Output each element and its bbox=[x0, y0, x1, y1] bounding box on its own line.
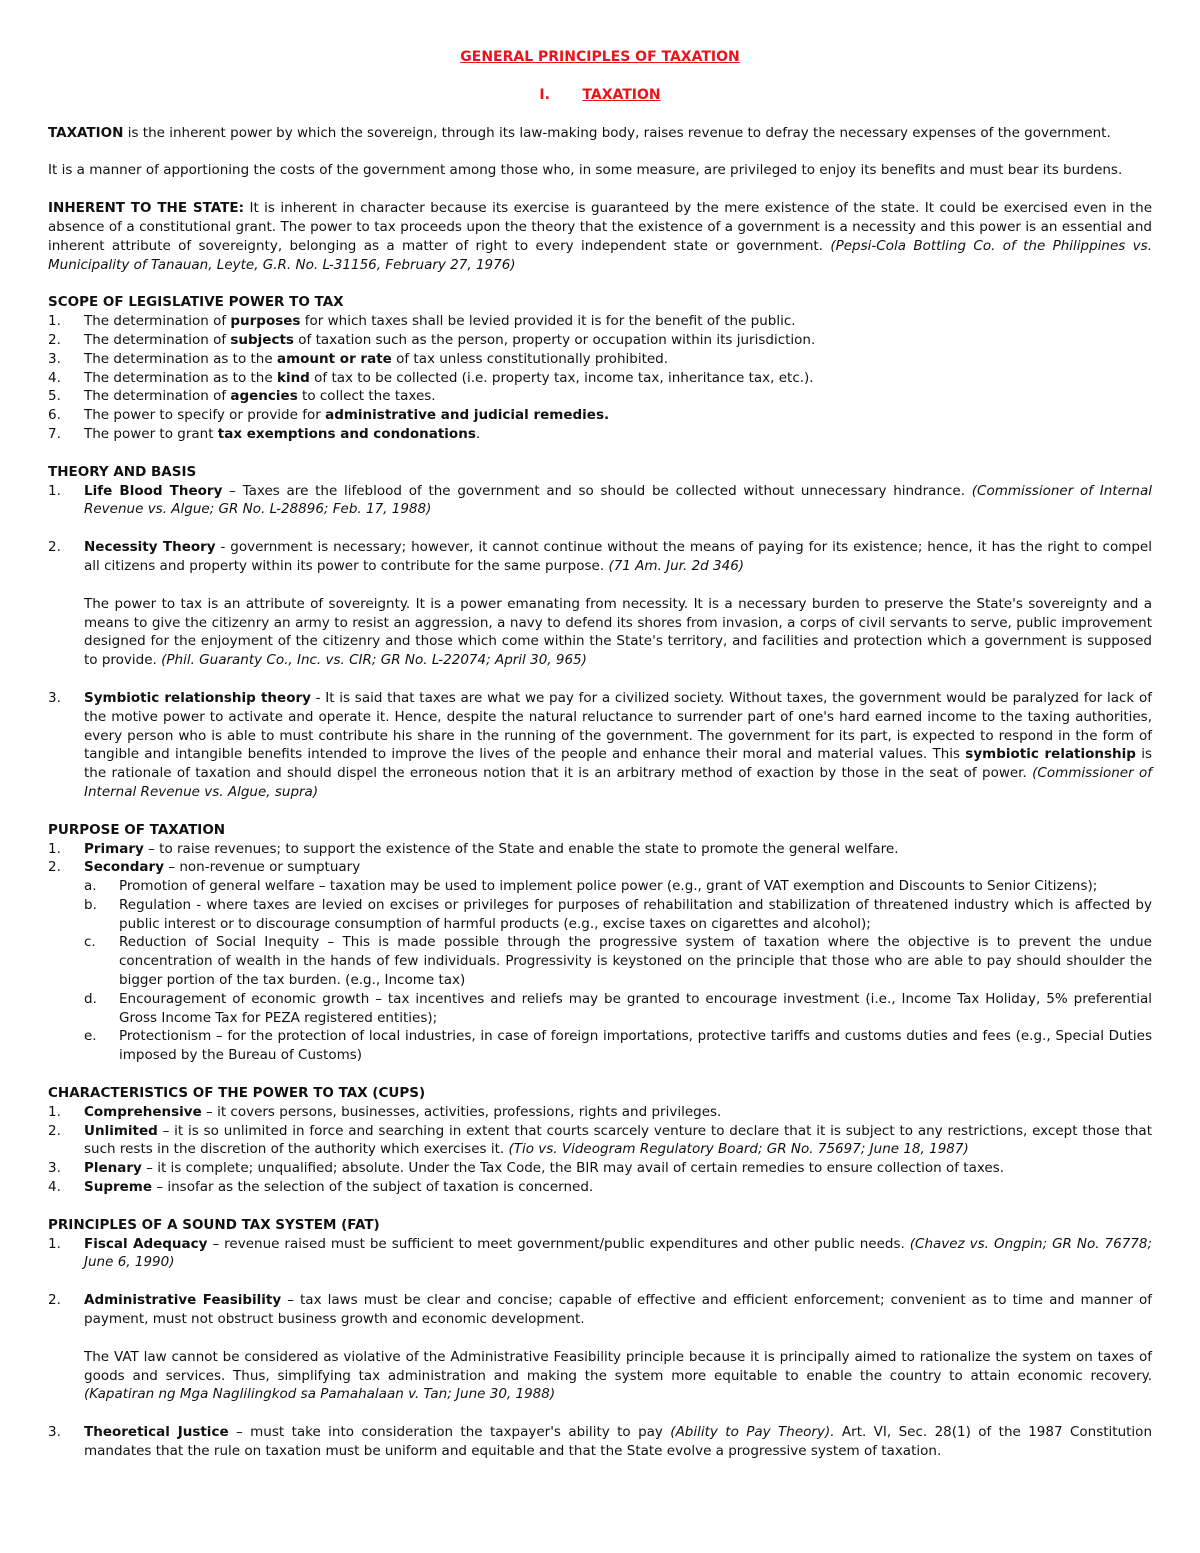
theory-heading: THEORY AND BASIS bbox=[48, 463, 197, 480]
list-item: 2. Unlimited – it is so unlimited in force and searching in extent that courts scarcely venture to declare that it is subject to any restrictions, except those that such rests in the discretion of the authority which exercises it. (Tio vs. Videogram Regulatory Board; GR No. 75697; June 18, 1987) bbox=[48, 1122, 1152, 1158]
inherent-paragraph: INHERENT TO THE STATE: It is inherent in character because its exercise is guaranteed by the mere existence of the state. It could be exercised even in the absence of a constitutional grant. The power to tax proceeds upon the theory that the existence of a government is a necessity and this power is an essential and inherent attribute of sovereignty, belonging as a matter of right to every independent state or government. (Pepsi-Cola Bottling Co. of the Philippines vs. Municipality of Tanauan, Leyte, G.R. No. L-31156, February 27, 1976) bbox=[48, 200, 1153, 273]
list-item: 3. Plenary – it is complete; unqualified; absolute. Under the Tax Code, the BIR may avail of certain remedies to ensure collection of taxes. bbox=[48, 1160, 1005, 1177]
list-item: 1. The determination of purposes for which taxes shall be levied provided it is for the benefit of the public. bbox=[48, 313, 796, 330]
list-item: 2. Secondary – non-revenue or sumptuary bbox=[48, 859, 361, 876]
scope-list bbox=[48, 312, 1152, 444]
fat-list bbox=[48, 1235, 1152, 1461]
purpose-heading: PURPOSE OF TAXATION bbox=[48, 821, 226, 838]
citation: (Commissioner of Internal Revenue vs. Algue; GR No. L-28896; Feb. 17, 1988) bbox=[84, 482, 1153, 518]
citation: (Tio vs. Videogram Regulatory Board; GR No. 75697; June 18, 1987) bbox=[508, 1141, 969, 1158]
section-number: I. bbox=[539, 86, 550, 103]
theoretical-justice: 3. Theoretical Justice – must take into consideration the taxpayer's ability to pay (Ability to Pay Theory). Art. VI, Sec. 28(1) of the 1987 Constitution mandates that the rule on taxation must be uniform and equitable and that the State evolve a progressive system of taxation. bbox=[48, 1424, 1152, 1460]
fat-heading: PRINCIPLES OF A SOUND TAX SYSTEM (FAT) bbox=[48, 1216, 380, 1233]
list-item: 4. Supreme – insofar as the selection of the subject of taxation is concerned. bbox=[48, 1179, 594, 1196]
taxation-term: TAXATION bbox=[48, 124, 124, 141]
citation: (71 Am. Jur. 2d 346) bbox=[608, 557, 745, 574]
list-item: 7. The power to grant tax exemptions and condonations. bbox=[48, 425, 481, 442]
administrative-feasibility: 2. Administrative Feasibility – tax laws must be clear and concise; capable of effective and efficient enforcement; convenient as to time and manner of payment, must not obstruct business growth and economic development. bbox=[48, 1292, 1152, 1328]
citation: (Ability to Pay Theory). bbox=[670, 1424, 835, 1441]
list-item: 1. Comprehensive – it covers persons, businesses, activities, professions, rights and privileges. bbox=[48, 1103, 722, 1120]
list-item: 4. The determination as to the kind of tax to be collected (i.e. property tax, income tax, inheritance tax, etc.). bbox=[48, 369, 814, 386]
citation: (Pepsi-Cola Bottling Co. of the Philippines vs. Municipality of Tanauan, Leyte, G.R. No. L-31156, February 27, 1976) bbox=[48, 237, 1152, 273]
cups-heading: CHARACTERISTICS OF THE POWER TO TAX (CUPS) bbox=[48, 1085, 426, 1102]
list-item: 3. The determination as to the amount or rate of tax unless constitutionally prohibited. bbox=[48, 350, 669, 367]
sub-list-item: d. Encouragement of economic growth – tax incentives and reliefs may be granted to encourage investment (i.e., Income Tax Holiday, 5% preferential Gross Income Tax for PEZA registered entities); bbox=[84, 990, 1152, 1026]
vat-paragraph: The VAT law cannot be considered as violative of the Administrative Feasibility principle because it is principally aimed to rationalize the system on taxes of goods and services. Thus, simplifying tax administration and making the system more equitable to enable the country to attain economic recovery. (Kapatiran ng Mga Naglilingkod sa Pamahalaan v. Tan; June 30, 1988) bbox=[84, 1348, 1152, 1403]
sub-list-item: b. Regulation - where taxes are levied on excises or privileges for purposes of rehabilitation and stabilization of threatened industry which is affected by public interest or to discourage consumption of harmful products (e.g., excise taxes on cigarettes and alcohol); bbox=[84, 896, 1152, 932]
necessity-theory: 2. Necessity Theory - government is necessary; however, it cannot continue without the means of paying for its existence; hence, it has the right to compel all citizens and property within its power to contribute for the same purpose. (71 Am. Jur. 2d 346) bbox=[48, 539, 1152, 574]
section-title: TAXATION bbox=[582, 86, 661, 103]
fiscal-adequacy: 1. Fiscal Adequacy – revenue raised must be sufficient to meet government/public expenditures and other public needs. (Chavez vs. Ongpin; GR No. 76778; June 6, 1990) bbox=[48, 1235, 1153, 1271]
necessity-paragraph: The power to tax is an attribute of sovereignty. It is a power emanating from necessity. It is a necessary burden to preserve the State's sovereignty and a means to give the citizenry an army to resist an aggression, a navy to defend its shores from invasion, a corps of civil servants to serve, public improvement designed for the enjoyment of the citizenry and those which come within the State's territory, and facilities and protection which a government is supposed to provide. (Phil. Guaranty Co., Inc. vs. CIR; GR No. L-22074; April 30, 965) bbox=[84, 595, 1152, 669]
citation: (Phil. Guaranty Co., Inc. vs. CIR; GR No. L-22074; April 30, 965) bbox=[161, 652, 587, 669]
section-heading bbox=[48, 86, 1152, 105]
sub-list-item: c. Reduction of Social Inequity – This is made possible through the progressive system of taxation where the objective is to prevent the undue concentration of wealth in the hands of few individuals. Progressivity is keystoned on the principle that those who are able to pay should shoulder the bigger portion of the tax burden. (e.g., Income tax) bbox=[84, 934, 1152, 989]
list-item: 6. The power to specify or provide for administrative and judicial remedies. bbox=[48, 407, 610, 424]
purpose-list bbox=[48, 840, 1152, 1066]
sub-list-item: e. Protectionism – for the protection of local industries, in case of foreign importations, protective tariffs and customs duties and fees (e.g., Special Duties imposed by the Bureau of Customs) bbox=[84, 1028, 1152, 1064]
document-page bbox=[48, 44, 1152, 1461]
scope-heading: SCOPE OF LEGISLATIVE POWER TO TAX bbox=[48, 294, 344, 311]
citation: (Chavez vs. Ongpin; GR No. 76778; June 6, 1990) bbox=[84, 1235, 1153, 1271]
cups-list bbox=[48, 1103, 1152, 1197]
list-item: 5. The determination of agencies to collect the taxes. bbox=[48, 388, 436, 405]
theory-list bbox=[48, 482, 1152, 802]
list-item: 2. The determination of subjects of taxation such as the person, property or occupation within its jurisdiction. bbox=[48, 331, 816, 348]
symbiotic-theory: 3. Symbiotic relationship theory - It is said that taxes are what we pay for a civilized society. Without taxes, the government would be paralyzed for lack of the motive power to activate and operate it. Hence, despite the natural reluctance to surrender part of one's hard earned income to the taxing authorities, every person who is able to must contribute his share in the running of the government. The government for its part, is expected to respond in the form of tangible and intangible benefits intended to improve the lives of the people and enhance their moral and material values. This symbiotic relationship is the rationale of taxation and should dispel the erroneous notion that it is an arbitrary method of exaction by those in the seat of power. (Commissioner of Internal Revenue vs. Algue, supra) bbox=[48, 689, 1152, 800]
citation: (Kapatiran ng Mga Naglilingkod sa Pamahalaan v. Tan; June 30, 1988) bbox=[84, 1386, 556, 1403]
apportioning-paragraph: It is a manner of apportioning the costs of the government among those who, in some measure, are privileged to enjoy its benefits and must bear its burdens. bbox=[48, 162, 1123, 179]
document-title: GENERAL PRINCIPLES OF TAXATION bbox=[460, 49, 740, 65]
life-blood-theory: 1. Life Blood Theory – Taxes are the lifeblood of the government and so should be collected without unnecessary hindrance. (Commissioner of Internal Revenue vs. Algue; GR No. L-28896; Feb. 17, 1988) bbox=[48, 482, 1153, 518]
citation: (Commissioner of Internal Revenue vs. Algue, supra) bbox=[84, 765, 1152, 800]
taxation-definition: TAXATION is the inherent power by which the sovereign, through its law-making body, raises revenue to defray the necessary expenses of the government. bbox=[48, 124, 1111, 141]
list-item: 1. Primary – to raise revenues; to support the existence of the State and enable the state to promote the general welfare. bbox=[48, 840, 899, 857]
sub-list-item: a. Promotion of general welfare – taxation may be used to implement police power (e.g., grant of VAT exemption and Discounts to Senior Citizens); bbox=[84, 878, 1098, 895]
